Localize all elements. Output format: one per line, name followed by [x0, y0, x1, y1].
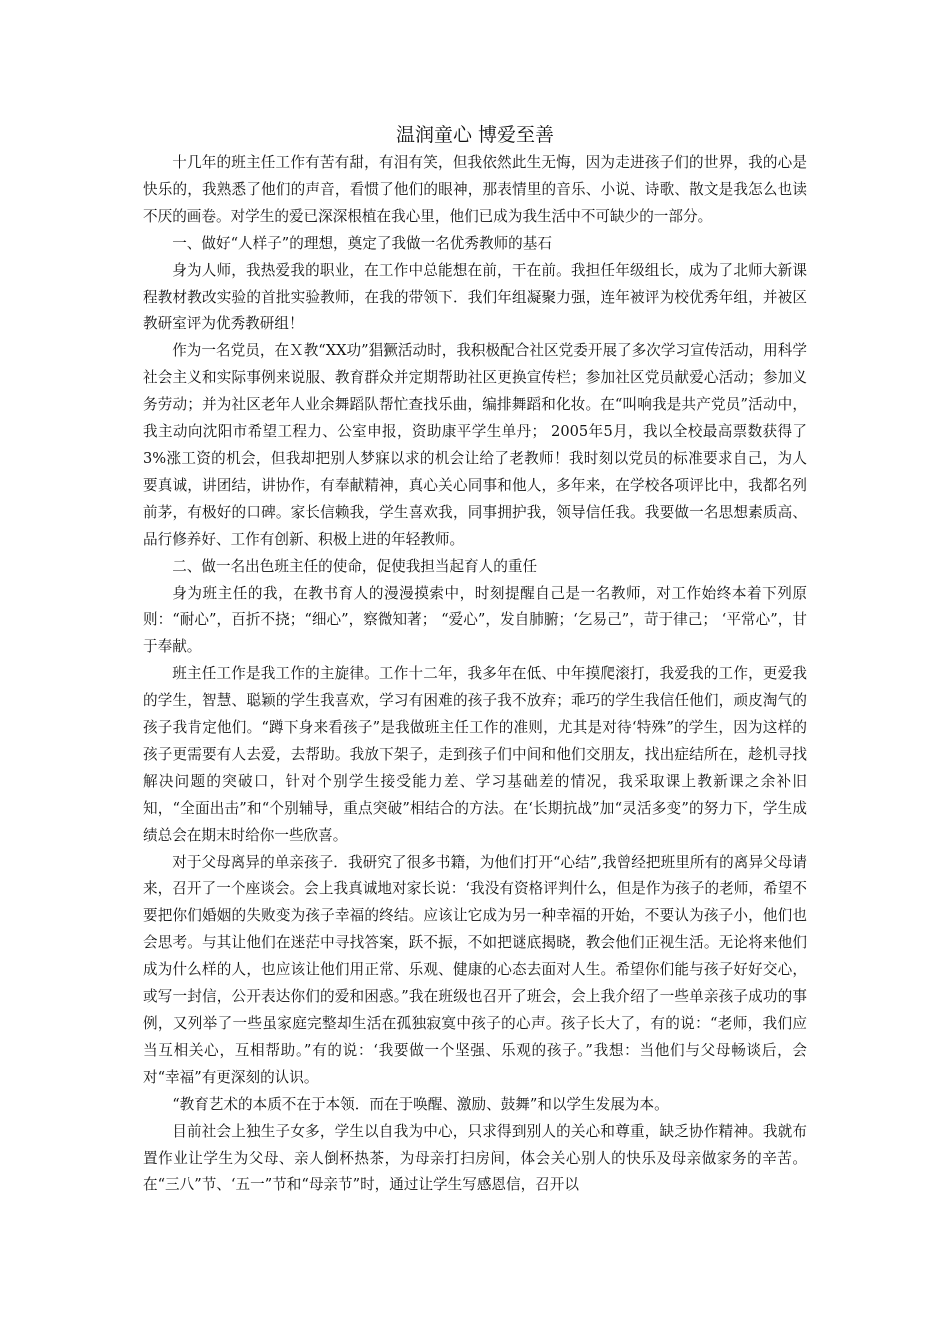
document-body	[143, 120, 807, 1199]
body-paragraph: 目前社会上独生子女多，学生以自我为中心，只求得到别人的关心和尊重，缺乏协作精神。我就布置作业让学生为父母、亲人倒杯热茶，为母亲打扫房间，体会关心别人的快乐及母亲做家务的辛苦。在“三八”节、‘五一”节和“母亲节”时，通过让学生写感恩信，召开以	[143, 1122, 807, 1194]
body-paragraph: 身为人师，我热爱我的职业，在工作中总能想在前，干在前。我担任年级组长，成为了北师大新课程教材教改实验的首批实验教师，在我的带领下．我们年组凝聚力强，连年被评为校优秀年组，并被区教研室评为优秀教研组！	[143, 261, 807, 333]
body-paragraph: 班主任工作是我工作的主旋律。工作十二年，我多年在低、中年摸爬滚打，我爱我的工作，更爱我的学生，智慧、聪颖的学生我喜欢，学习有困难的孩子我不放弃；乖巧的学生我信任他们，顽皮淘气的孩子我肯定他们。“蹲下身来看孩子”是我做班主任工作的准则，尤其是对待‘特殊”的学生，因为这样的孩子更需要有人去爱，去帮助。我放下架子，走到孩子们中间和他们交朋友，找出症结所在，趁机寻找解决问题的突破口，针对个别学生接受能力差、学习基础差的情况，我采取课上教新课之余补旧知，“全面出击”和“个别辅导，重点突破”相结合的方法。在‘长期抗战”加“灵活多变”的努力下，学生成绩总会在期末时给你一些欣喜。	[143, 665, 807, 844]
document-title: 温润童心 博爱至善	[395, 124, 555, 146]
body-paragraph: 对于父母离异的单亲孩子．我研究了很多书籍，为他们打开“心结”,我曾经把班里所有的离异父母请来，召开了一个座谈会。会上我真诚地对家长说：‘我没有资格评判什么，但是作为孩子的老师，希望不要把你们婚姻的失败变为孩子幸福的终结。应该让它成为另一种幸福的开始，不要认为孩子小，他们也会思考。与其让他们在迷茫中寻找答案，跃不振，不如把谜底揭晓，教会他们正视生活。无论将来他们成为什么样的人，也应该让他们用正常、乐观、健康的心态去面对人生。希望你们能与孩子好好交心，或写一封信，公开表达你们的爱和困惑。”我在班级也召开了班会，会上我介绍了一些单亲孩子成功的事例，又列举了一些虽家庭完整却生活在孤独寂寞中孩子的心声。孩子长大了，有的说：“老师，我们应当互相关心，互相帮助。”有的说：‘我要做一个坚强、乐观的孩子。”我想：当他们与父母畅谈后，会对“幸福”有更深刻的认识。	[143, 853, 807, 1086]
body-paragraph: 身为班主任的我，在教书育人的漫漫摸索中，时刻提醒自己是一名教师，对工作始终本着下列原则：“耐心”，百折不挠；“细心”，察微知著； “爱心”，发自肺腑；‘乞易己”，苛于律己； ‘平常心”，甘于奉献。	[143, 584, 807, 656]
section-heading-1: 一、做好“人样子”的理想，奠定了我做一名优秀教师的基石	[172, 234, 552, 252]
section-heading-2: 二、做一名出色班主任的使命，促使我担当起育人的重任	[172, 557, 538, 575]
intro-paragraph: 十几年的班主任工作有苦有甜，有泪有笑，但我依然此生无悔，因为走进孩子们的世界，我的心是快乐的，我熟悉了他们的声音，看惯了他们的眼神，那表情里的音乐、小说、诗歌、散文是我怎么也读不厌的画卷。对学生的爱已深深根植在我心里，他们已成为我生活中不可缺少的一部分。	[143, 154, 807, 225]
body-paragraph: 作为一名党员，在Ｘ教“XX功”猖獗活动时，我积极配合社区党委开展了多次学习宣传活动，用科学社会主义和实际事例来说服、教育群众并定期帮助社区更换宣传栏；参加社区党员献爱心活动；参加义务劳动；并为社区老年人业余舞蹈队帮忙查找乐曲，编排舞蹈和化妆。在“叫响我是共产党员”活动中，我主动向沈阳市希望工程力、公室申报，资助康平学生单丹； 2005年5月，我以全校最高票数获得了3%涨工资的机会，但我却把别人梦寐以求的机会让给了老教师！我时刻以党员的标准要求自己，为人要真诚，讲团结，讲协作，有奉献精神，真心关心同事和他人，多年来，在学校各项评比中，我都名列前茅，有极好的口碑。家长信赖我，学生喜欢我，同事拥护我，领导信任我。我要做一名思想素质高、品行修养好、工作有创新、积极上进的年轻教师。	[143, 342, 807, 548]
quote-paragraph: “教育艺术的本质不在于本领．而在于唤醒、激励、鼓舞”和以学生发展为本。	[172, 1095, 669, 1113]
